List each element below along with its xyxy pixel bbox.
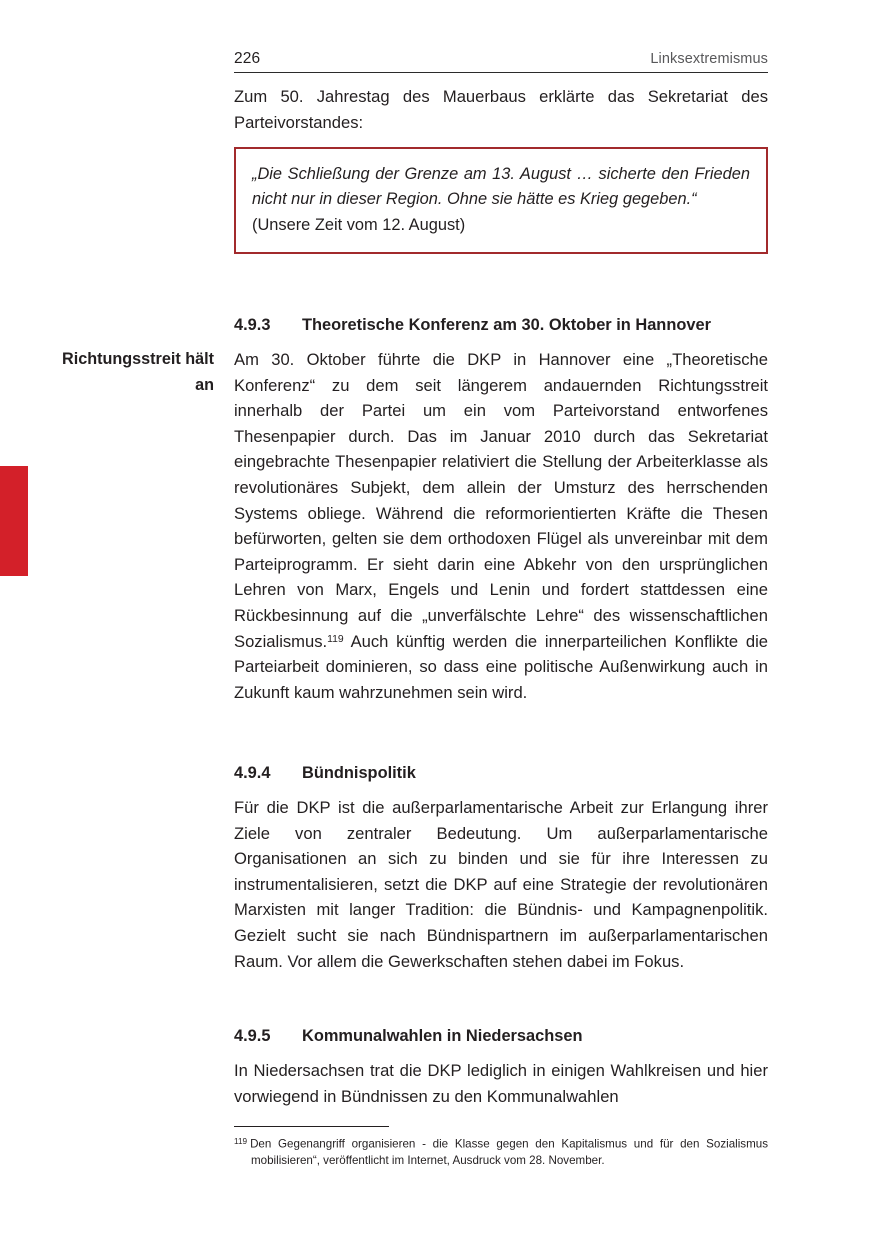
section-heading-495 — [234, 1027, 768, 1046]
section-number-495: 4.9.5 — [234, 1027, 271, 1045]
margin-note-richtungsstreit: Richtungsstreit hält an — [62, 350, 214, 394]
section-number-493: 4.9.3 — [234, 316, 271, 334]
footnote-reference-119[interactable]: 119 — [327, 633, 344, 645]
paragraph-493-part1: Am 30. Oktober führte die DKP in Hannover eine „Theoretische Konferenz“ zu dem seit längerem andauernden Richtungsstreit innerhalb der Partei um ein vom Parteivorstand entworfenes Thesenpapier durch. Das im Januar 2010 durch das Sekretariat eingebrachte Thesenpapier relativiert die Stellung der Arbeiterklasse als revolutionäres Subjekt, dem allein der Umsturz des herrschenden Systems obliege. Während die reformorientierten Kräfte die Thesen befürworten, gelten sie dem orthodoxen Flügel als unvereinbar mit dem Parteiprogramm. Er sieht darin eine Abkehr von den ursprünglichen Lehren von Marx, Engels und Lenin und fordert stattdessen eine Rückbesinnung auf die „unverfälschte Lehre“ des wissenschaftlichen Sozialismus. — [234, 350, 768, 651]
quote-source: (Unsere Zeit vom 12. August) — [252, 215, 466, 234]
quote-text: „Die Schließung der Grenze am 13. August … sicherte den Frieden nicht nur in dieser Region. Ohne sie hätte es Krieg gegeben.“ — [252, 165, 750, 209]
paragraph-493-part2: Auch künftig werden die innerparteilichen Konflikte die Parteiarbeit dominieren, so dass eine politische Außenwirkung auch in Zukunft kaum wahrzunehmen sein wird. — [234, 631, 768, 702]
section-title-495: Kommunalwahlen in Niedersachsen — [302, 1027, 583, 1045]
footnote-text-119: Den Gegenangriff organisieren - die Klasse gegen den Kapitalismus und für den Sozialismus mobilisieren“, veröffentlicht im Internet, Ausdruck vom 28. November. — [250, 1137, 768, 1168]
paragraph-493 — [234, 347, 768, 705]
page-number: 226 — [234, 50, 261, 67]
section-title-493: Theoretische Konferenz am 30. Oktober in Hannover — [302, 316, 711, 334]
section-heading-494 — [234, 764, 768, 783]
paragraph-494: Für die DKP ist die außerparlamentarische Arbeit zur Erlangung ihrer Ziele von zentraler Bedeutung. Um außerparlamentarische Organisationen an sich zu binden und sie für ihre Interessen zu instrumentalisieren, setzt die DKP auf eine Strategie der revolutionären Marxisten mit langer Tradition: die Bündnis- und Kampagnenpolitik. Gezielt sucht sie nach Bündnispartnern im außerparlamentarischen Raum. Vor allem die Gewerkschaften stehen dabei im Fokus. — [234, 798, 768, 971]
running-header-title: Linksextremismus — [650, 51, 768, 67]
chapter-edge-tab — [0, 466, 28, 576]
intro-paragraph: Zum 50. Jahrestag des Mauerbaus erklärte das Sekretariat des Parteivorstandes: — [234, 87, 768, 132]
section-heading-493 — [234, 316, 768, 335]
paragraph-495: In Niedersachsen trat die DKP lediglich in einigen Wahlkreisen und hier vorwiegend in Bündnissen zu den Kommunalwahlen — [234, 1061, 768, 1106]
footnote-119 — [234, 1134, 768, 1170]
running-header — [234, 50, 768, 73]
footnote-marker-119: 119 — [234, 1137, 248, 1146]
footnote-zone — [234, 1126, 768, 1170]
section-number-494: 4.9.4 — [234, 764, 271, 782]
quote-box — [234, 147, 768, 254]
section-title-494: Bündnispolitik — [302, 764, 416, 782]
footnote-separator-rule — [234, 1126, 389, 1127]
